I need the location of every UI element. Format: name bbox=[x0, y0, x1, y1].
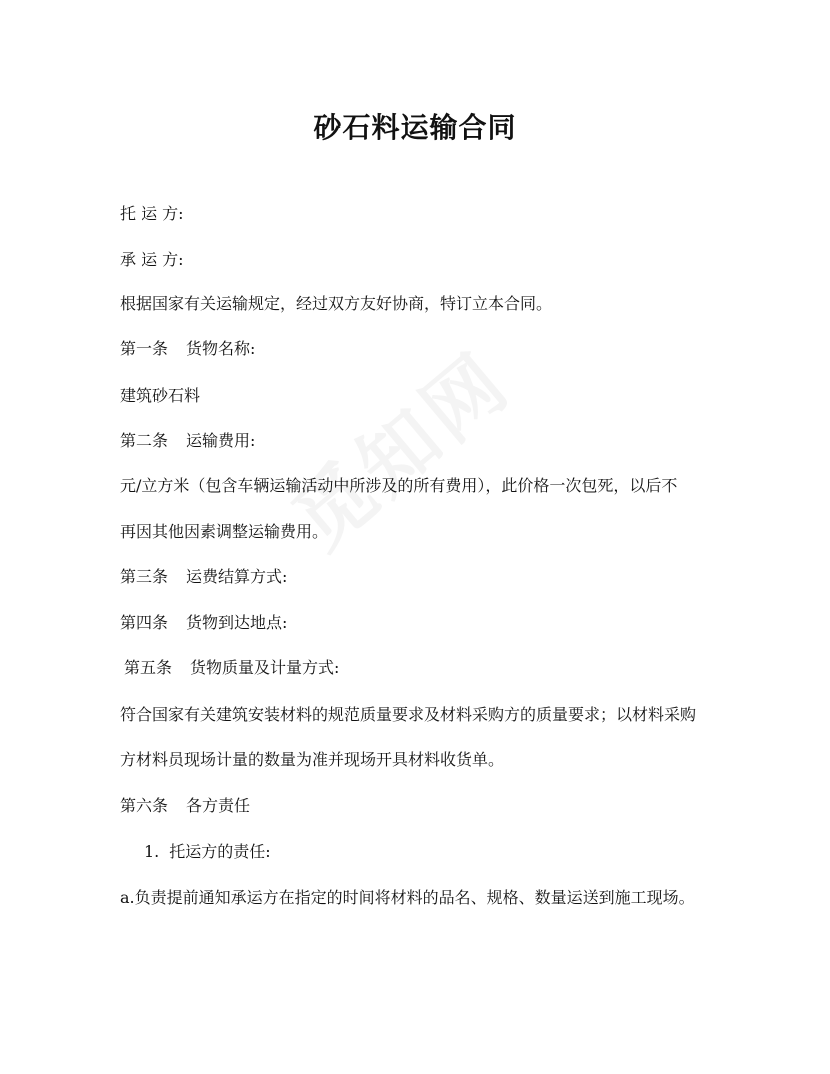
article-4-number: 第四条 bbox=[120, 613, 169, 632]
article-2-heading bbox=[120, 429, 255, 453]
list-title: 托运方的责任: bbox=[169, 842, 271, 861]
shipper-responsibility-heading bbox=[144, 840, 271, 864]
quality-line-2: 方材料员现场计量的数量为准并现场开具材料收货单。 bbox=[120, 750, 505, 769]
article-2-number: 第二条 bbox=[120, 431, 169, 450]
responsibility-item-a: a.负责提前通知承运方在指定的时间将材料的品名、规格、数量运送到施工现场。 bbox=[120, 888, 695, 907]
article-5-heading bbox=[124, 656, 339, 680]
list-number: 1. bbox=[144, 842, 160, 861]
preamble-paragraph: 根据国家有关运输规定，经过双方友好协商，特订立本合同。 bbox=[120, 294, 553, 313]
article-6-title: 各方责任 bbox=[186, 796, 251, 815]
article-5-title: 货物质量及计量方式: bbox=[190, 658, 340, 677]
article-5-number: 第五条 bbox=[124, 658, 173, 677]
article-1-title: 货物名称: bbox=[186, 339, 256, 358]
article-6-heading bbox=[120, 794, 250, 818]
article-1-heading bbox=[120, 337, 255, 361]
freight-line-1: 元/立方米（包含车辆运输活动中所涉及的所有费用），此价格一次包死，以后不 bbox=[120, 476, 678, 495]
article-2-title: 运输费用: bbox=[186, 431, 256, 450]
document-title: 砂石料运输合同 bbox=[313, 111, 517, 144]
shipper-line: 托 运 方: bbox=[120, 204, 184, 223]
goods-name-line: 建筑砂石料 bbox=[120, 386, 201, 405]
article-3-heading bbox=[120, 565, 287, 589]
carrier-line: 承 运 方: bbox=[120, 250, 184, 269]
freight-line-2: 再因其他因素调整运输费用。 bbox=[120, 522, 329, 541]
article-4-heading bbox=[120, 611, 287, 635]
article-1-number: 第一条 bbox=[120, 339, 169, 358]
article-6-number: 第六条 bbox=[120, 796, 169, 815]
article-4-title: 货物到达地点: bbox=[186, 613, 288, 632]
article-3-title: 运费结算方式: bbox=[186, 567, 288, 586]
article-3-number: 第三条 bbox=[120, 567, 169, 586]
quality-line-1: 符合国家有关建筑安装材料的规范质量要求及材料采购方的质量要求；以材料采购 bbox=[120, 705, 697, 724]
